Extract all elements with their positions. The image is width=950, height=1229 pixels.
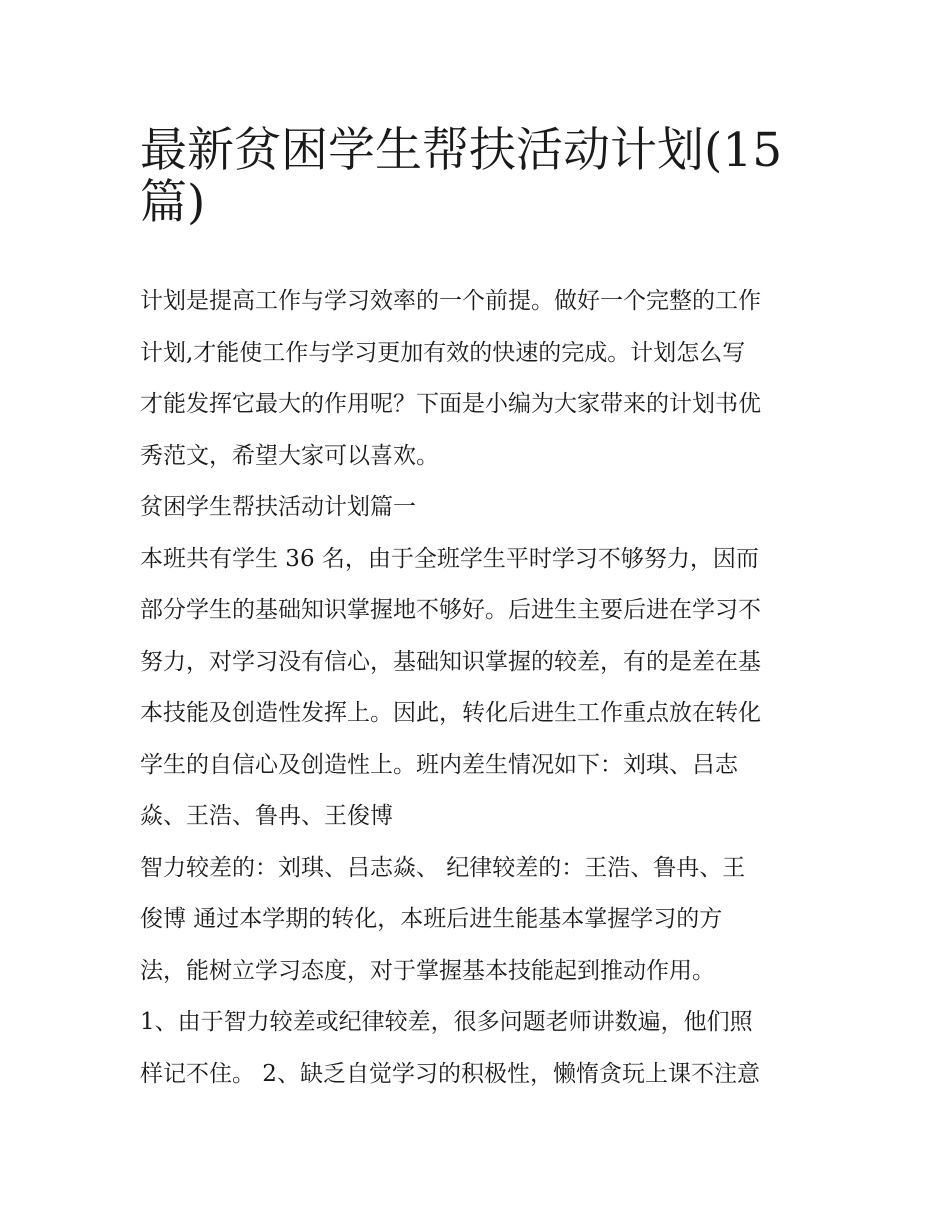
- paragraph-line-8: 俊博 通过本学期的转化，本班后进生能基本掌握学习的方: [140, 906, 723, 932]
- title-line-1: 最新贫困学生帮扶活动计划(15: [140, 123, 783, 178]
- intro-line-3: 才能发挥它最大的作用呢？下面是小编为大家带来的计划书优: [140, 391, 761, 417]
- list-line-1: 1、由于智力较差或纪律较差，很多问题老师讲数遍，他们照: [140, 1009, 753, 1035]
- document-title: [140, 112, 820, 230]
- paragraph-line-4: 本技能及创造性发挥上。因此，转化后进生工作重点放在转化: [140, 700, 761, 726]
- paragraph-line-6: 焱、王浩、鲁冉、王俊博: [140, 803, 393, 829]
- intro-line-2: 计划,才能使工作与学习更加有效的快速的完成。计划怎么写: [140, 339, 746, 366]
- paragraph-line-7: 智力较差的：刘琪、吕志焱、 纪律较差的：王浩、鲁冉、王: [140, 854, 746, 881]
- document-body: [140, 276, 820, 1100]
- intro-line-4: 秀范文，希望大家可以喜欢。: [140, 442, 439, 469]
- title-line-2: 篇): [140, 174, 206, 230]
- section-heading: 贫困学生帮扶活动计划篇一: [140, 494, 416, 520]
- paragraph-line-3: 努力，对学习没有信心，基础知识掌握的较差，有的是差在基: [140, 648, 761, 675]
- paragraph-line-9: 法，能树立学习态度，对于掌握基本技能起到推动作用。: [140, 957, 715, 984]
- paragraph-line-1: 本班共有学生 36 名，由于全班学生平时学习不够努力，因而: [140, 545, 759, 572]
- paragraph-line-5: 学生的自信心及创造性上。班内差生情况如下：刘琪、吕志: [140, 751, 738, 778]
- intro-line-1: 计划是提高工作与学习效率的一个前提。做好一个完整的工作: [140, 288, 761, 314]
- paragraph-line-2: 部分学生的基础知识掌握地不够好。后进生主要后进在学习不: [140, 597, 761, 623]
- list-line-2: 样记不住。 2、缺乏自觉学习的积极性，懒惰贪玩上课不注意: [140, 1060, 760, 1087]
